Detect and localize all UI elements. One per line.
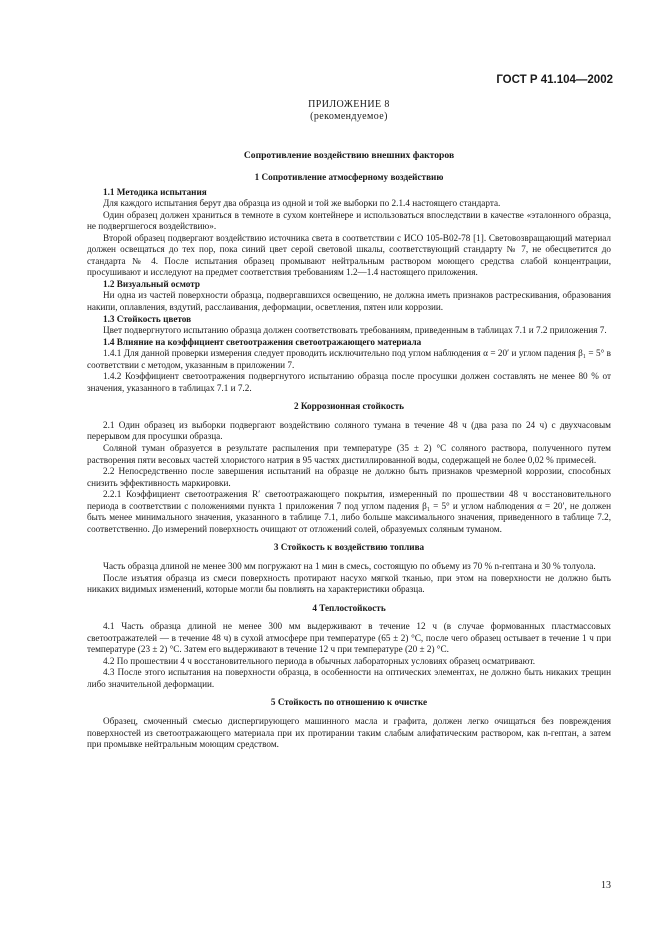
paragraph: 1.4.2 Коэффициент светоотражения подвергнутого испытанию образца после просушки должен составлять не менее 80 % от значения, указанного в таблицах 7.1 и 7.2.: [87, 371, 611, 393]
paragraph: Цвет подвергнутого испытанию образца должен соответствовать требованиям, приведенным в таблицах 7.1 и 7.2 приложения 7.: [103, 325, 607, 336]
paragraph: 2.1 Один образец из выборки подвергают воздействию соляного тумана в течение 48 ч (два раза по 24 ч) с двухчасовым перерывом для просушки образца.: [87, 419, 611, 442]
paragraph: 2.2 Непосредственно после завершения испытаний на образце не должно быть признаков чрезмерной коррозии, способных снизить эффективность маркировки.: [87, 466, 611, 488]
paragraph: 4.2 По прошествии 4 ч восстановительного периода в обычных лабораторных условиях образец осматривают.: [103, 655, 536, 666]
paragraph: 4.1 Часть образца длиной не менее 300 мм выдерживают в течение 12 ч (в случае формованных пластмассовых светоотражателей — в течение 48 ч) в сухой атмосфере при температуре (65 ± 2) °С, после чего образец остывает в течение 1 ч при температуре (23 ± 2) °С. Затем его выдерживают в течение 12 ч при температуре (20 ± 2) °С.: [87, 621, 611, 655]
paragraph: Для каждого испытания берут два образца из одной и той же выборки по 2.1.4 настоящего стандарта.: [103, 198, 501, 209]
standard-designation: ГОСТ Р 41.104—2002: [496, 74, 613, 86]
appendix-subtitle: (рекомендуемое): [310, 110, 388, 122]
paragraph: 4.3 После этого испытания на поверхности образца, в особенности на оптических элементах, не должно быть никаких трещин либо значительной деформации.: [87, 667, 611, 689]
paragraph: Один образец должен храниться в темноте в сухом контейнере и использоваться впоследствии в качестве «эталонного образца, не подвергшегося воздействию».: [87, 209, 611, 232]
section-4-heading: 4 Теплостойкость: [312, 602, 386, 613]
section-5-heading: 5 Стойкость по отношению к очистке: [270, 697, 428, 708]
paragraph: Образец, смоченный смесью диспергирующего машинного масла и графита, должен легко очищаться без повреждения поверхностей из светоотражающего материала при их протирании таким слабым алифатическим раствором, как n-гептан, а затем при промывке нейтральным моющим средством.: [87, 715, 611, 750]
paragraph: Соляной туман образуется в результате распыления при температуре (35 ± 2) °С соляного раствора, полученного путем растворения пяти весовых частей хлористого натрия в 95 частях дистиллированной воды, содержащей не более 0,02 % примесей.: [87, 443, 611, 465]
page-number: 13: [601, 880, 611, 891]
section-2-heading: 2 Коррозионная стойкость: [293, 401, 405, 412]
paragraph: Ни одна из частей поверхности образца, подвергавшихся освещению, не должна иметь признаков растрескивания, образования накипи, оплавления, вздутий, расслаивания, деформации, осветления, пятен или коррозии.: [87, 290, 611, 313]
paragraph: После изъятия образца из смеси поверхность протирают насухо мягкой тканью, при этом на поверхности не должно быть никаких видимых изменений, которые могли бы повлиять на характеристики образца.: [87, 572, 611, 595]
section-1-3-heading: 1.3 Стойкость цветов: [103, 313, 192, 324]
section-3-heading: 3 Стойкость к воздействию топлива: [273, 542, 425, 553]
paragraph: 2.2.1 Коэффициент светоотражения R′ светоотражающего покрытия, измеренный по прошествии 48 ч восстановительного периода в соответствии с положениями пункта 1 приложения 7 под углом падения β₁ = 5° и углом наблюдения α = 20′, не должен быть менее минимального значения, указанного в таблице 7.1, либо больше максимального значения, приведенного в таблице 7.2, соответственно. До измерений поверхность очищают от отложений солей, образуемых соляным туманом.: [87, 489, 611, 534]
section-1-heading: 1 Сопротивление атмосферному воздействию: [254, 172, 444, 182]
paragraph: Часть образца длиной не менее 300 мм погружают на 1 мин в смесь, состоящую по объему из 70 % n-гептана и 30 % толуола.: [103, 560, 596, 571]
section-1-4-heading: 1.4 Влияние на коэффициент светоотражения светоотражающего материала: [103, 336, 422, 347]
paragraph: 1.4.1 Для данной проверки измерения следует проводить исключительно под углом наблюдения α = 20′ и углом падения β₁ = 5° в соответствии с методом, указанным в приложении 7.: [87, 348, 611, 370]
section-1-1-heading: 1.1 Методика испытания: [103, 186, 207, 197]
document-body: [87, 172, 611, 751]
paragraph: Второй образец подвергают воздействию источника света в соответствии с ИСО 105-В02-78 [1]. Световозвращающий материал должен освещаться до тех пор, пока синий цвет серой световой шкалы, соответствующий стандарту № 7, не обесцветится до стандарта № 4. После испытания образец промывают нейтральным раствором моющего средства слабой концентрации, просушивают и исследуют на предмет соответствия требованиям 1.2—1.4 настоящего приложения.: [87, 232, 611, 278]
section-1-2-heading: 1.2 Визуальный осмотр: [103, 278, 200, 289]
document-title: Сопротивление воздействию внешних факторов: [243, 150, 455, 161]
appendix-header: [87, 99, 611, 122]
appendix-title: ПРИЛОЖЕНИЕ 8: [308, 99, 390, 110]
